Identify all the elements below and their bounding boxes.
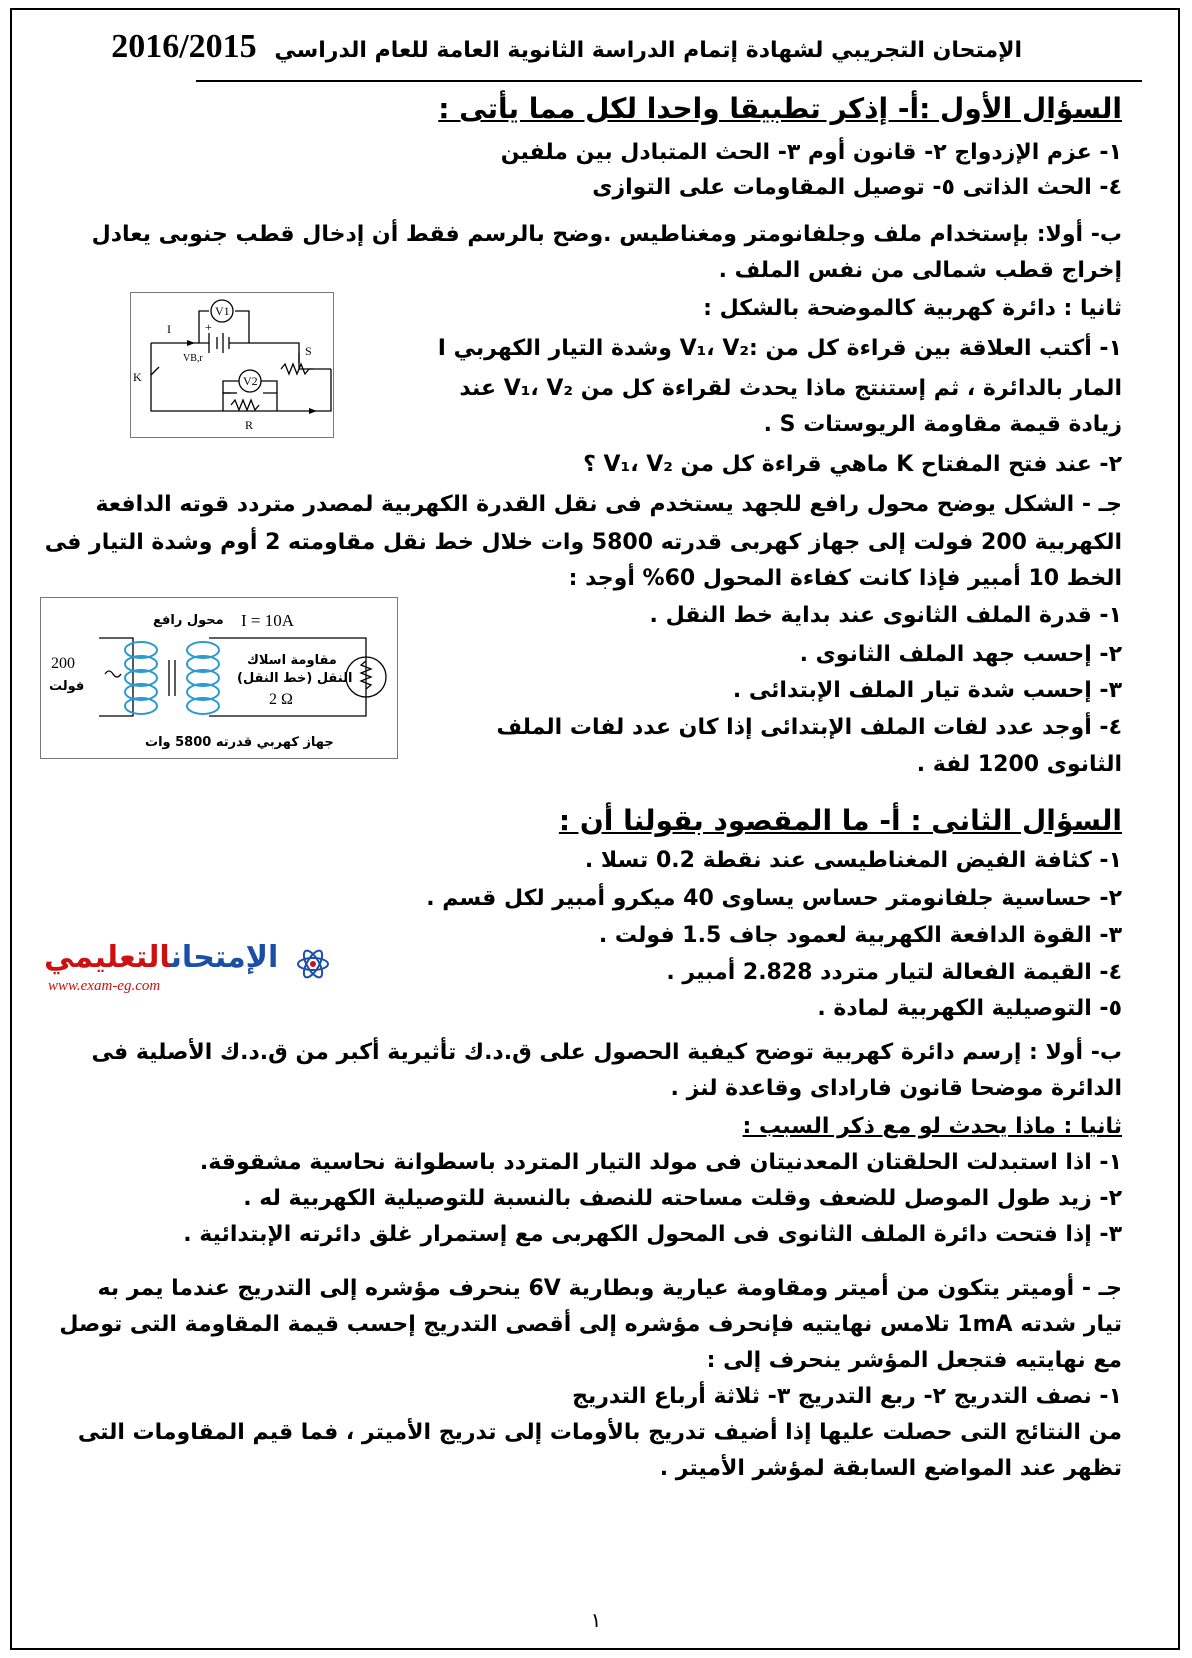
q1b-first: ب- أولا: بإستخدام ملف وجلفانومتر ومغناطيس .وضح بالرسم فقط أن إدخال قطب جنوبى يعادل [91,222,1122,247]
q2c-intro: جـ - أوميتر يتكون من أميتر ومقاومة عيارية وبطارية 6V ينحرف مؤشره إلى التدريج عندما يمر به [97,1276,1122,1301]
q1c-intro-cont2: الخط 10 أمبير فإذا كانت كفاءة المحول 60% أوجد : [568,566,1122,591]
exam-header [111,28,1022,66]
transformer-diagram [41,598,397,758]
device-label: جهاز كهربي قدرته 5800 وات [145,735,334,750]
q1b-second: ثانيا : دائرة كهربية كالموضحة بالشكل : [703,296,1122,321]
current-value: I = 10A [241,611,295,630]
q1c-item4-cont: الثانوى 1200 لفة . [916,752,1122,777]
q2c-followup: من النتائج التى حصلت عليها إذا أضيف تدريج بالأومات إلى تدريج الأميتر ، فما قيم المقاومات التى [77,1420,1122,1445]
k-label: K [133,370,142,384]
q2b-item1: ١- اذا استبدلت الحلقتان المعدنيتان فى مولد التيار المتردد باسطوانة نحاسية مشقوقة. [199,1150,1122,1175]
source-voltage: 200 [51,655,75,672]
q2b-first: ب- أولا : إرسم دائرة كهربية توضح كيفية الحصول على ق.د.ك تأثيرية أكبر من ق.د.ك الأصلية فى [91,1040,1122,1065]
line-resistance-label1: مقاومة اسلاك [247,653,337,668]
v1-label: V1 [215,304,230,318]
q1b-item2: ٢- عند فتح المفتاح K ماهي قراءة كل من V₁، V₂ ؟ [583,452,1122,477]
s-label: S [305,344,312,358]
q1c-item1: ١- قدرة الملف الثانوى عند بداية خط النقل . [649,603,1122,628]
vb-label: VB,r [183,353,203,364]
circuit-diagram [131,293,333,437]
source-unit: فولت [49,679,85,694]
q2b-second: ثانيا : ماذا يحدث لو مع ذكر السبب : [742,1114,1122,1139]
q2b-first-cont: الدائرة موضحا قانون فاراداى وقاعدة لنز . [670,1076,1122,1101]
q2a-item1: ١- كثافة الفيض المغناطيسى عند نقطة 0.2 تسلا . [584,848,1122,873]
q1c-item3: ٣- إحسب شدة تيار الملف الإبتدائى . [732,678,1122,703]
exam-year: 2016/2015 [111,28,257,65]
secondary-coil [187,642,219,714]
exam-eg-logo [34,940,334,1000]
primary-coil [125,642,157,714]
q1b-item1-cont: المار بالدائرة ، ثم إستنتج ماذا يحدث لقراءة كل من V₁، V₂ عند [459,376,1122,401]
header-rule [196,80,1142,82]
q2a-item4: ٤- القيمة الفعالة لتيار متردد 2.828 أمبير . [666,960,1122,985]
q2a-item3: ٣- القوة الدافعة الكهربية لعمود جاف 1.5 فولت . [598,923,1122,948]
q1b-first-cont: إخراج قطب شمالى من نفس الملف . [718,258,1122,283]
plus-label: + [205,320,212,334]
r-label: R [245,418,254,432]
transformer-figure [40,597,398,759]
q1b-item1-cont2: زيادة قيمة مقاومة الريوستات S . [763,412,1122,437]
q1b-item1: ١- أكتب العلاقة بين قراءة كل من :V₁، V₂ وشدة التيار الكهربي I [437,336,1122,361]
logo-text: الإمتحانالتعليمي [44,940,279,975]
q2c-intro-cont2: مع نهايتيه فتجعل المؤشر ينحرف إلى : [706,1348,1122,1373]
q1a-items-row2: ٤- الحث الذاتى ٥- توصيل المقاومات على التوازى [592,175,1122,200]
q1a-items-row1: ١- عزم الإزدواج ٢- قانون أوم ٣- الحث المتبادل بين ملفين [500,140,1122,165]
question-two-title: السؤال الثانى : أ- ما المقصود بقولنا أن : [558,804,1122,837]
q2c-intro-cont: تيار شدته 1mA تلامس نهايتيه فإنحرف مؤشره إلى أقصى التدريج إحسب قيمة المقاومة التى توصل [59,1312,1122,1337]
current-label: I [167,322,171,336]
q1c-item4: ٤- أوجد عدد لفات الملف الإبتدائى إذا كان عدد لفات الملف [496,715,1122,740]
q1c-intro-cont: الكهربية 200 فولت إلى جهاز كهربى قدرته 5800 وات خلال خط نقل مقاومته 2 أوم وشدة التيار فى [44,530,1122,555]
circuit-figure [130,292,334,438]
line-resistance-value: 2 Ω [269,691,293,708]
q2a-item5: ٥- التوصيلية الكهربية لمادة . [817,996,1122,1021]
line-resistance-label2: النقل (خط النقل) [237,671,353,686]
page-number: ١ [590,1608,602,1632]
v2-label: V2 [243,374,258,388]
q1c-item2: ٢- إحسب جهد الملف الثانوى . [799,642,1122,667]
exam-title: الإمتحان التجريبي لشهادة إتمام الدراسة الثانوية العامة للعام الدراسي [274,38,1022,63]
q2c-followup-cont: تظهر عند المواضع السابقة لمؤشر الأميتر . [659,1456,1122,1481]
q2a-item2: ٢- حساسية جلفانومتر حساس يساوى 40 ميكرو أمبير لكل قسم . [426,886,1122,911]
question-one-title: السؤال الأول :أ- إذكر تطبيقا واحدا لكل مما يأتى : [438,92,1122,125]
atom-icon [296,944,330,984]
q2c-items: ١- نصف التدريج ٢- ربع التدريج ٣- ثلاثة أرباع التدريج [572,1384,1122,1409]
logo-url: www.exam-eg.com [48,978,161,994]
q2b-item2: ٢- زيد طول الموصل للضعف وقلت مساحته للنصف بالنسبة للتوصيلية الكهربية له . [243,1186,1122,1211]
transformer-label: محول رافع [153,613,224,628]
q1c-intro: جـ - الشكل يوضح محول رافع للجهد يستخدم فى نقل القدرة الكهربية لمصدر متردد قوته الدافعة [95,492,1122,517]
q2b-item3: ٣- إذا فتحت دائرة الملف الثانوى فى المحول الكهربى مع إستمرار غلق دائرته الإبتدائية . [183,1222,1122,1247]
